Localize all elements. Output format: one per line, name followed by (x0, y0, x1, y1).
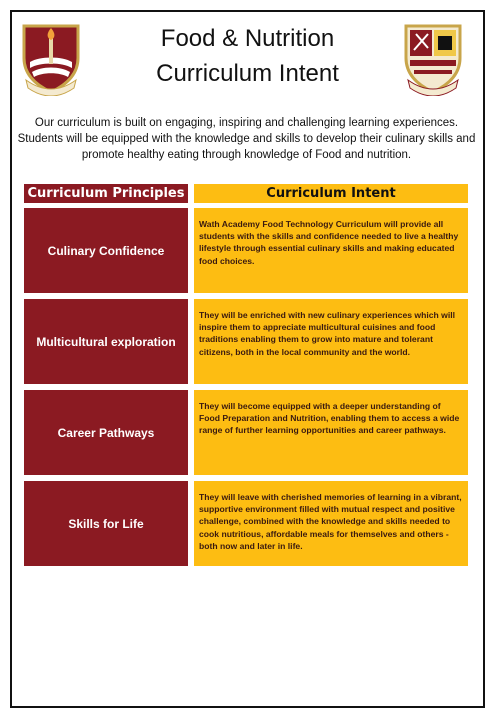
page-title-line2: Curriculum Intent (156, 60, 339, 87)
principle-cell: Multicultural exploration (24, 299, 188, 384)
school-crest-left-icon (20, 22, 82, 96)
principle-cell: Career Pathways (24, 390, 188, 475)
intent-cell: Wath Academy Food Technology Curriculum will provide all students with the skills and confidence needed to live a healthy lifestyle through essential culinary skills and making educated food choices. (194, 208, 468, 293)
principles-column-header: Curriculum Principles (24, 184, 188, 203)
intent-cell: They will become equipped with a deeper understanding of Food Preparation and Nutrition, enabling them to access a wide range of further learning opportunities and career pathways. (194, 390, 468, 475)
intent-column-header: Curriculum Intent (194, 184, 468, 203)
intro-line: promote healthy eating through knowledge of Food and nutrition. (81, 149, 412, 161)
intro-line: Students will be equipped with the knowledge and skills to develop their culinary skills and (17, 133, 476, 145)
intro-paragraph (16, 115, 477, 163)
page-title-line1: Food & Nutrition (160, 25, 335, 52)
school-crest-right-icon (402, 22, 464, 96)
intent-cell: They will be enriched with new culinary experiences which will inspire them to appreciate multicultural cuisines and food traditions enabling them to grow into mature and tolerant citizens, both in the local community and the world. (194, 299, 468, 384)
principle-cell: Skills for Life (24, 481, 188, 566)
principle-cell: Culinary Confidence (24, 208, 188, 293)
intro-line: Our curriculum is built on engaging, inspiring and challenging learning experiences. (34, 117, 459, 129)
intent-cell: They will leave with cherished memories of learning in a vibrant, supportive environment filled with mutual respect and positive challenge, combined with the knowledge and skills needed to cook nutritious, affordable meals for themselves and others - both now and later in life. (194, 481, 468, 566)
